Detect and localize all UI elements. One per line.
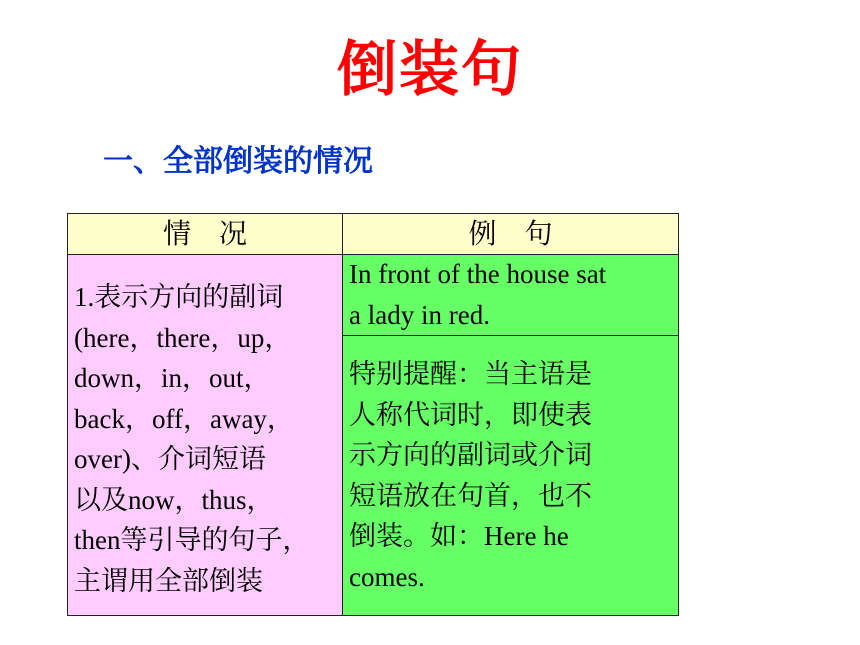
header-example: 例 句 <box>342 213 679 255</box>
slide-title: 倒装句 <box>337 35 523 105</box>
rule-cell <box>67 254 343 616</box>
example-text: In front of the house sat a lady in red. <box>349 259 607 330</box>
example-cell <box>342 254 679 336</box>
rule-text: 1.表示方向的副词 (here，there，up， down，in，out， back，off，away， over)、介词短语 以及now，thus， then等引导的句子， 主谓用全部倒装 <box>74 282 310 596</box>
inversion-table <box>67 213 679 616</box>
note-text: 特别提醒：当主语是 人称代词时，即使表 示方向的副词或介词 短语放在句首，也不 倒装。如：Here he comes. <box>349 359 592 592</box>
header-situation: 情 况 <box>67 213 343 255</box>
note-cell <box>342 335 679 616</box>
section-heading: 一、全部倒装的情况 <box>103 144 373 179</box>
